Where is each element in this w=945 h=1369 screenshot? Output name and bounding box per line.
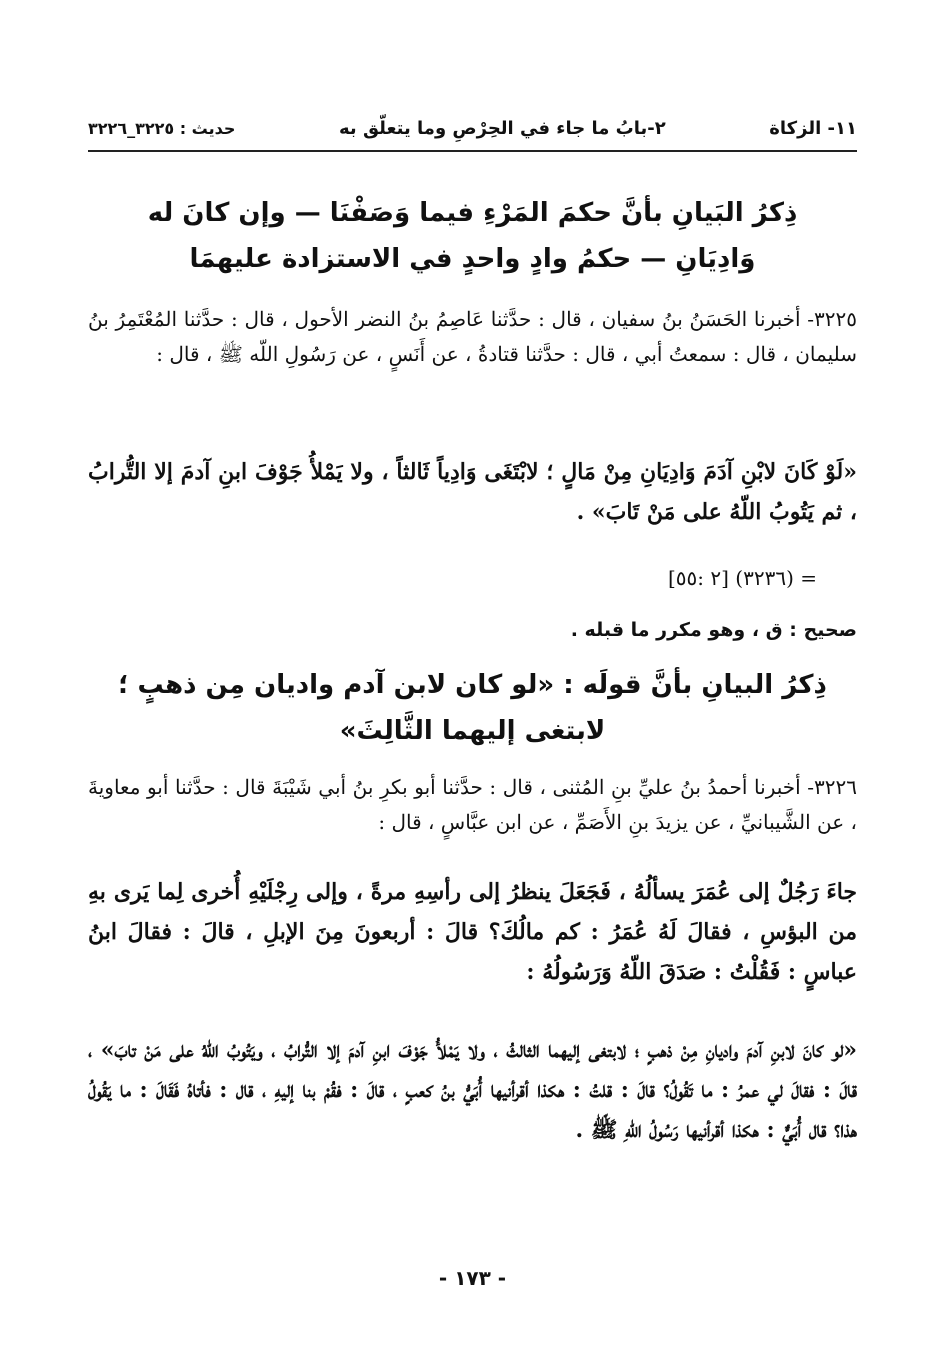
section-title-2 <box>88 662 857 754</box>
hadith-3225-cross-reference: = (٣٢٣٦) [٢ :٥٥] <box>667 566 817 590</box>
hadith-3225-verdict: صحيح : ق ، وهو مكرر ما قبله . <box>570 619 857 641</box>
header-chapter: ١١- الزكاة <box>769 117 857 139</box>
hadith-3226-narrative: جاءَ رَجُلٌ إلى عُمَرَ يسألُهُ ، فَجَعَلَ ينظرُ إلى رأسِهِ مرةً ، وإلى رِجْلَيْهِ أُخرى لِما يَرى بهِ من البؤسِ ، فقالَ لَهُ عُمَرُ : كم مالُكَ؟ قالَ : أربعونَ مِنَ الإبلِ ، قالَ : فقالَ ابنُ عباسٍ : فَقُلْتُ : صَدَقَ اللّهُ وَرَسُولُهُ : <box>88 879 858 985</box>
hadith-3226-matn: «لو كانَ لابنِ آدمَ واديانِ مِنْ ذهبٍ ؛ لابتغى إليهما الثالثُ ، ولا يَمْلأُ جَوْفَ ابنِ آدمَ إلا التُّرابُ ، ويَتُوبُ اللّهُ على مَنْ تابَ» ، قالَ : فقالَ لي عمرُ : ما تَقُولُ؟ قالَ : قلتُ : هكذا أقرأنيها أُبَيُّ بنُ كعبٍ ، قالَ : فقُمْ بنا إليهِ ، قال : فأتاهُ فَقَالَ : ما يَقُولُ هذا؟ قال أُبَيٌّ : هكذا أقرأنيها رَسُولُ اللّهِ ﷺ . <box>88 1037 857 1143</box>
section-title-1-line1: ذِكرُ البَيانِ بأنَّ حكمَ المَرْءِ فيما وَصَفْنَا — وإن كانَ له <box>147 198 798 228</box>
section-title-1 <box>88 190 857 282</box>
hadith-3225-matn: «لَوْ كَانَ لابْنِ آدَمَ وَادِيَانِ مِنْ مَالٍ ؛ لابْتَغَى وَادِياً ثَالثاً ، ولا يَمْلأُ جَوْفَ ابنِ آدمَ إلا التُّرابُ ، ثم يَتُوبُ اللّهُ على مَنْ تَابَ» . <box>88 459 857 525</box>
section-title-1-line2: وَادِيَانِ — حكمُ وادٍ واحدٍ في الاستزادة عليهمَا <box>189 244 756 274</box>
header-divider <box>88 150 857 152</box>
header-hadith-range: حديث : ٣٢٢٥_٣٢٢٦ <box>88 118 236 138</box>
page-number: - ١٧٣ - <box>438 1266 507 1290</box>
hadith-3226-isnad: ٣٢٢٦- أخبرنا أحمدُ بنُ عليِّ بنِ المُثنى ، قال : حدَّثنا أبو بكرِ بنُ أبي شَيْبَةَ قال : حدَّثنا أبو معاويةَ ، عن الشَّيبانيِّ ، عن يزيدَ بنِ الأَصَمِّ ، عن ابن عبَّاسٍ ، قال : <box>88 775 857 834</box>
running-header <box>88 112 857 144</box>
header-bab: ٢-بابُ ما جاء في الحِرْصِ وما يتعلّق به <box>339 117 666 139</box>
section-title-2-line2: لابتغى إليهما الثَّالِثَ» <box>339 716 606 746</box>
hadith-3225-isnad: ٣٢٢٥- أخبرنا الحَسَنُ بنُ سفيان ، قال : حدَّثنا عَاصِمُ بنُ النضر الأحول ، قال : حدَّثنا المُعْتَمِرُ بنُ سليمان ، قال : سمعتُ أبي ، قال : حدَّثنا قتادةُ ، عن أَنَسٍ ، عن رَسُولِ اللّه ﷺ ، قال : <box>88 307 857 366</box>
section-title-2-line1: ذِكرُ البيانِ بأنَّ قولَه : «لو كان لابن آدم واديان مِن ذهبٍ ؛ <box>118 670 827 700</box>
